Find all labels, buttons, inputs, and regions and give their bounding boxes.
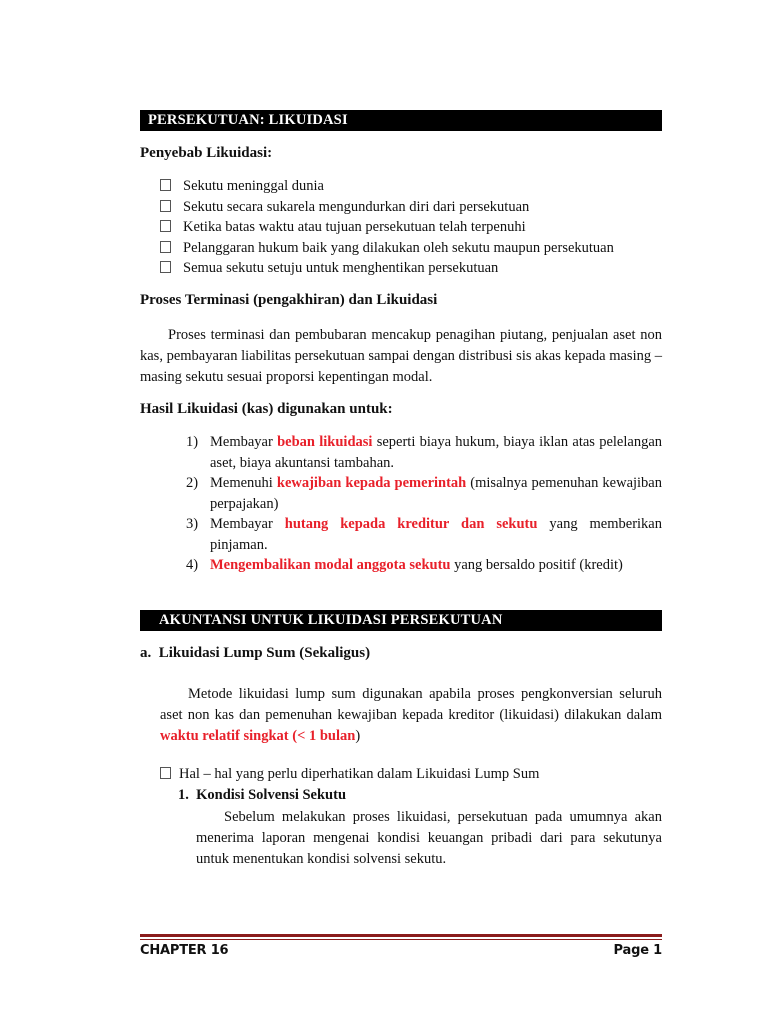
uses-heading: Hasil Likuidasi (kas) digunakan untuk:	[140, 401, 393, 417]
uses-list	[186, 432, 662, 576]
list-item: 4) Mengembalikan modal anggota sekutu yang bersaldo positif (kredit)	[186, 557, 623, 573]
solvency-paragraph: Sebelum melakukan proses likuidasi, persekutuan pada umumnya akan menerima laporan mengenai kondisi keuangan pribadi dari para sekutunya untuk menentukan kondisi solvensi sekutu.	[196, 809, 662, 867]
solvency-heading: 1. Kondisi Solvensi Sekutu	[178, 787, 347, 803]
list-item: Ketika batas waktu atau tujuan persekutuan telah terpenuhi	[160, 217, 680, 238]
checkbox-bullet-icon	[160, 220, 171, 232]
footer-rule-thin	[140, 939, 662, 940]
checkbox-bullet-icon	[160, 767, 171, 779]
checkbox-bullet-icon	[160, 241, 171, 253]
section-title: PERSEKUTUAN: LIKUIDASI	[148, 112, 348, 128]
section-title: AKUNTANSI UNTUK LIKUIDASI PERSEKUTUAN	[159, 612, 503, 628]
list-item: Pelanggaran hukum baik yang dilakukan oleh sekutu maupun persekutuan	[160, 238, 680, 259]
list-item: Sekutu meninggal dunia	[160, 176, 680, 197]
process-paragraph: Proses terminasi dan pembubaran mencakup penagihan piutang, penjualan aset non kas, pembayaran liabilitas persekutuan sampai dengan distribusi sis akas kepada masing – masing sekutu sesuai proporsi kepentingan modal.	[140, 327, 662, 385]
list-item: 1) Membayar beban likuidasi seperti biaya hukum, biaya iklan atas pelelangan aset, biaya akuntansi tambahan.	[186, 434, 662, 471]
list-item: 3) Membayar hutang kepada kreditur dan sekutu yang memberikan pinjaman.	[186, 516, 662, 553]
causes-list	[160, 176, 680, 279]
checkbox-bullet-icon	[160, 261, 171, 273]
matters-line: Hal – hal yang perlu diperhatikan dalam Likuidasi Lump Sum	[160, 766, 539, 783]
page-number: Page 1	[613, 943, 662, 958]
list-item: 2) Memenuhi kewajiban kepada pemerintah (misalnya pemenuhan kewajiban perpajakan)	[186, 475, 662, 512]
process-heading: Proses Terminasi (pengakhiran) dan Likuidasi	[140, 292, 438, 308]
list-item: Sekutu secara sukarela mengundurkan diri dari persekutuan	[160, 197, 680, 218]
section-title-bar	[140, 610, 662, 631]
causes-heading: Penyebab Likuidasi:	[140, 145, 273, 161]
section-title-bar	[140, 110, 662, 131]
footer-rule	[140, 934, 662, 937]
list-item: Semua sekutu setuju untuk menghentikan persekutuan	[160, 258, 680, 279]
subsection-heading: a. Likuidasi Lump Sum (Sekaligus)	[140, 645, 371, 661]
checkbox-bullet-icon	[160, 179, 171, 191]
method-paragraph: Metode likuidasi lump sum digunakan apabila proses pengkonversian seluruh aset non kas dan pemenuhan kewajiban kepada kreditor (likuidasi) dilakukan dalam waktu relatif singkat (< 1 bulan)	[160, 686, 662, 744]
checkbox-bullet-icon	[160, 200, 171, 212]
chapter-label: CHAPTER 16	[140, 943, 229, 958]
